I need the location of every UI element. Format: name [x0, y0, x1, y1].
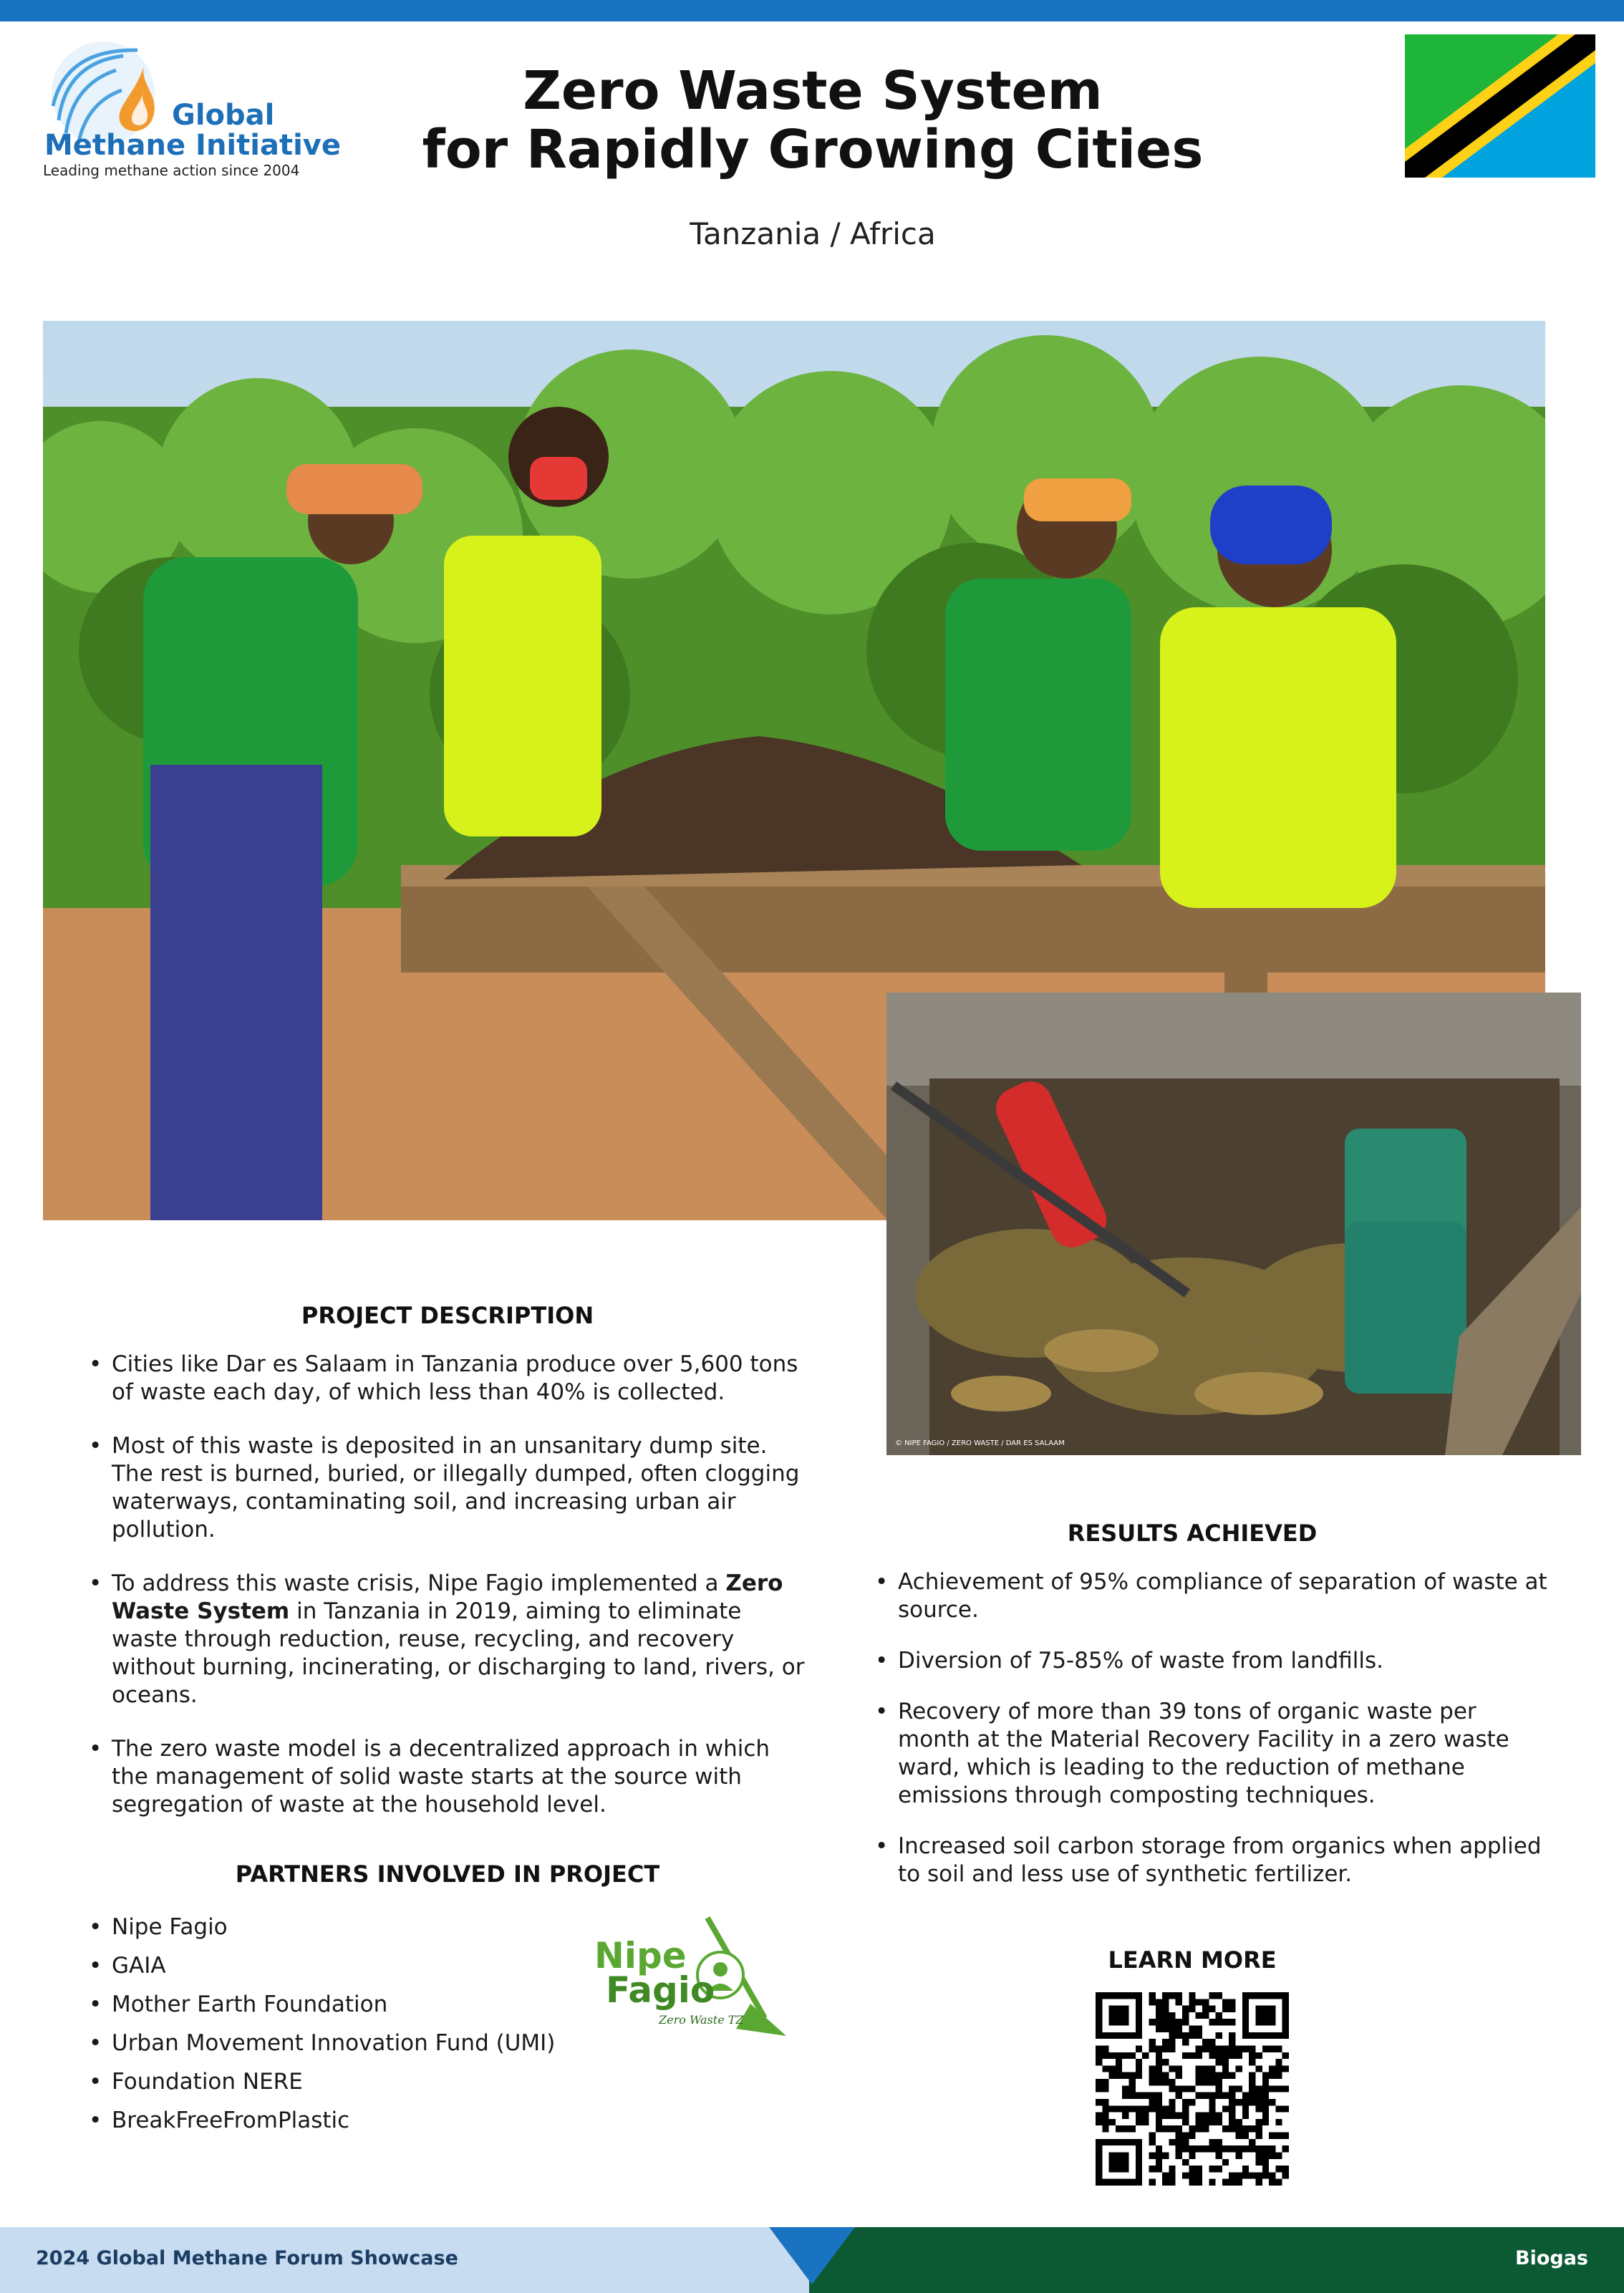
partners-heading: PARTNERS INVOLVED IN PROJECT — [235, 1860, 660, 1888]
logo-text-global: Global — [172, 99, 275, 132]
logo-tagline: Leading methane action since 2004 — [43, 162, 300, 179]
results-list — [875, 1568, 1548, 1911]
list-item: • Diversion of 75-85% of waste from landfills. — [875, 1647, 1548, 1675]
footer-divider-accent — [769, 2227, 855, 2293]
list-item: • Mother Earth Foundation — [89, 1991, 633, 2019]
list-item: • Increased soil carbon storage from organics when applied to soil and less use of synthetic fertilizer. — [875, 1833, 1548, 1888]
list-item: • BreakFreeFromPlastic — [89, 2107, 633, 2135]
item-text: in Tanzania in 2019, aiming to eliminate waste through reduction, reuse, recycling, and recovery without burning, incinerating, or discharging to land, rivers, or oceans. — [112, 1598, 805, 1708]
location-subtitle: Tanzania / Africa — [690, 216, 936, 251]
qr-code[interactable] — [1096, 1992, 1289, 2186]
footer-category-label: Biogas — [1514, 2247, 1588, 2269]
nipe-logo-text-2: Fagio — [606, 1969, 715, 2011]
nipe-fagio-logo — [593, 1911, 793, 2039]
list-item: • Cities like Dar es Salaam in Tanzania produce over 5,600 tons of waste each day, of which less than 40% is collected. — [89, 1351, 805, 1406]
item-bold-text: Zero Waste System — [112, 1570, 783, 1624]
footer-right-band — [809, 2227, 1624, 2293]
item-text: To address this waste crisis, Nipe Fagio implemented a — [112, 1570, 726, 1596]
compost-pit-photo — [886, 993, 1581, 1455]
nipe-logo-text-1: Nipe — [594, 1935, 687, 1976]
title-line-2: for Rapidly Growing Cities — [422, 119, 1204, 180]
learn-more-heading: LEARN MORE — [1108, 1946, 1277, 1974]
list-item — [89, 1570, 805, 1709]
logo-text-methane-initiative: Methane Initiative — [44, 129, 341, 162]
top-accent-bar — [0, 0, 1624, 21]
nipe-logo-tag: Zero Waste TZ — [659, 2013, 744, 2027]
footer-event-label: 2024 Global Methane Forum Showcase — [36, 2247, 458, 2269]
title-line-1: Zero Waste System — [523, 60, 1103, 122]
partners-list — [89, 1913, 633, 2145]
inset-photo-credit: © NIPE FAGIO / ZERO WASTE / DAR ES SALAAM — [895, 1439, 1065, 1447]
list-item: • GAIA — [89, 1952, 633, 1980]
tanzania-flag — [1405, 34, 1595, 178]
list-item: • Nipe Fagio — [89, 1913, 633, 1941]
list-item: • Foundation NERE — [89, 2068, 633, 2096]
list-item: • Recovery of more than 39 tons of organic waste per month at the Material Recovery Facility in a zero waste ward, which is leading to the reduction of methane emissions through composting techniques. — [875, 1698, 1548, 1810]
list-item: • Achievement of 95% compliance of separation of waste at source. — [875, 1568, 1548, 1624]
results-achieved-heading: RESULTS ACHIEVED — [1067, 1520, 1318, 1547]
project-description-heading: PROJECT DESCRIPTION — [301, 1302, 594, 1329]
page-title — [401, 62, 1224, 179]
list-item: • The zero waste model is a decentralized approach in which the management of solid waste starts at the source with segregation of waste at the household level. — [89, 1735, 805, 1819]
list-item: • Most of this waste is deposited in an unsanitary dump site. The rest is burned, buried, or illegally dumped, often clogging waterways, contaminating soil, and increasing urban air pollution. — [89, 1432, 805, 1544]
list-item: • Urban Movement Innovation Fund (UMI) — [89, 2029, 633, 2057]
project-description-list — [89, 1351, 805, 1845]
